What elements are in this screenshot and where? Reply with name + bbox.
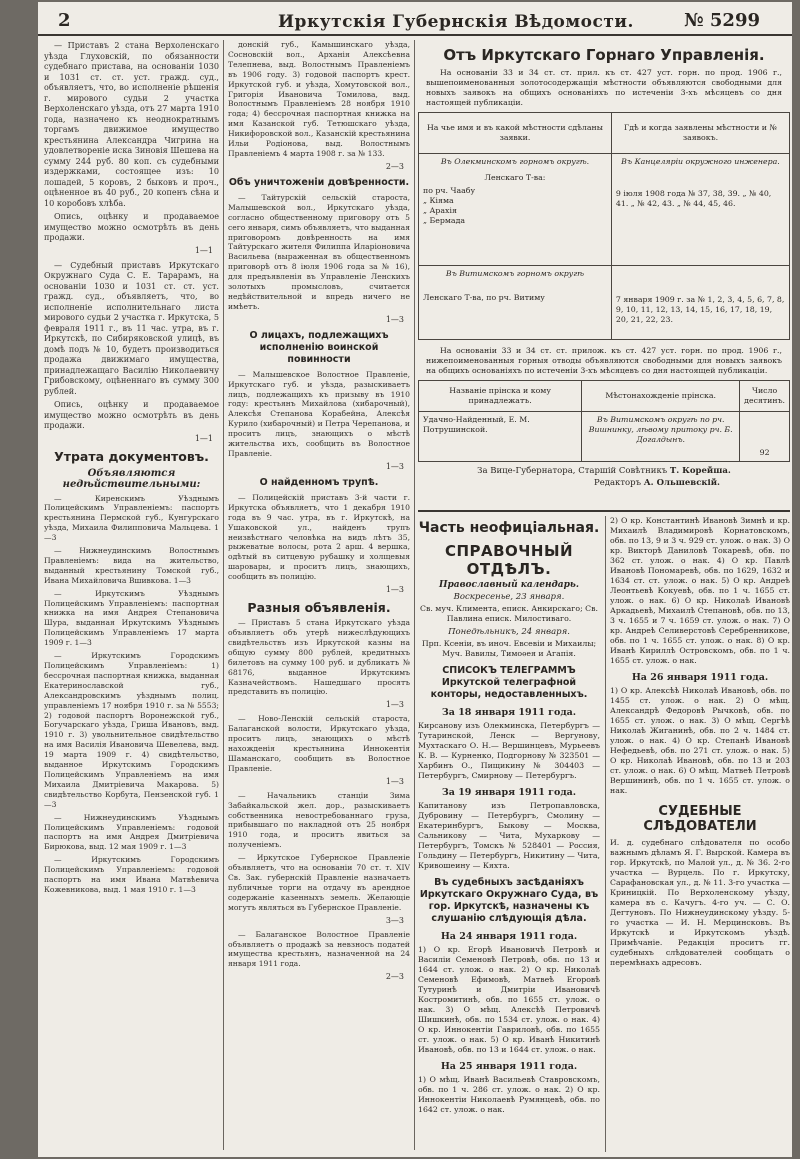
notice-sequence: 1—1 <box>194 433 213 443</box>
section-title: Отъ Иркутскаго Горнаго Управленія. <box>443 46 765 64</box>
table-header: Мѣстонахожденіе прінска. <box>582 381 740 412</box>
calendar-day: Воскресенье, 23 января. <box>453 592 565 602</box>
lost-document-entry: — Нижнеудинскимъ Уѣзднымъ Полицейскимъ Управленіемъ: годовой паспортъ на имя Андрея Дмитріевича Бирюкова, выд. 12 мая 1909 г. 1—3 <box>44 812 219 852</box>
table-header: Гдѣ и когда заявлены мѣстности и № заявокъ. <box>611 113 789 154</box>
section-heading: Объ уничтоженіи довѣренности. <box>228 176 410 188</box>
notice-paragraph: — Малышевское Волостное Правленіе, Иркутскаго губ. и уѣзда, разыскиваетъ лицъ, подлежащихъ къ призыву въ 1910 году: крестьянъ Михайлова (хибарочный), Алексѣя Степанова Корабейна, Алексѣя Курило (хибарочный) и Петра Черепанова, и проситъ лицъ, знающихъ о мѣстѣ жительства ихъ, сообщить въ Волостное Правленіе. <box>228 369 410 458</box>
notice-sequence: 1—3 <box>385 700 404 710</box>
court-case-list: 1) О мѣщ. Иванѣ Васильевѣ Ставровскомъ, обв. по 1 ч. 286 ст. улож. о нак. 2) О кр. Иннокентіи Николаевѣ Румянцевѣ, обв. по 1642 ст. улож. о нак. <box>418 1075 600 1114</box>
column-3 <box>418 516 600 1156</box>
section-heading: О найденномъ трупѣ. <box>259 476 379 488</box>
court-case-list: 2) О кр. Константинѣ Ивановѣ Зимнѣ и кр. Михаилѣ Владимировѣ Корнатовскомъ, обв. по 13, 9 и 3 ч. 929 ст. улож. о нак. 3) О кр. Викторѣ Даниловѣ Токаревѣ, обв. по 362 ст. улож. о нак. 4) О кр. Павлѣ Ивановѣ Пономаревѣ, обв. по 1629, 1632 и 1634 ст. ст. улож. о нак. 5) О кр. Андреѣ Леонтьевѣ Кокуевѣ, обв. по 1 ч. 1655 ст. улож. о нак. 6) О кр. Николаѣ Ивановѣ Аркадьевѣ, Михаилѣ Степановѣ, обв. по 13, 3 ч. 1655 и 7 ч. 1659 ст. улож. о нак. 7) О кр. Андреѣ Селиверстовѣ Серебренникове, обв. по 1 ч. 1655 ст. улож. о нак. 8) О кр. Иванѣ Кириллѣ Островскомъ, обв. по 1 ч. 1655 ст. улож. о нак. <box>610 516 790 665</box>
telegram-list: Капитанову изъ Петропавловска, Дубровину — Петербургъ, Смолину — Екатеринбургъ, Быкову — Москва, Сальникову — Чита, Мухаркову — Петербургъ, Томскъ № 528401 — Россия, Гольдину — Петербургъ, Никитину — Чита, Кривошеину — Кяхта. <box>418 801 600 870</box>
notice-sequence: 1—3 <box>385 585 404 595</box>
table-cell: Въ Витимскомъ округѣ по рч. Вишнинку, лѣвому притоку рч. Б. Догалдынъ. <box>582 412 740 462</box>
column-2 <box>228 40 410 1155</box>
column-rule <box>605 516 606 1152</box>
date-heading: На 24 января 1911 года. <box>440 931 578 942</box>
section-heading: Разныя объявленія. <box>247 600 391 616</box>
claims-table <box>418 112 790 340</box>
claim-numbers: 7 января 1909 г. за № 1, 2, 3, 4, 5, 6, 7, 8, 9, 10, 11, 12, 13, 14, 15, 16, 17, 18, 19, 20, 21, 22, 23. <box>615 295 785 324</box>
claim-item: „ Бермада <box>423 216 466 225</box>
lost-document-entry: — Нижнеудинскимъ Волостнымъ Правленіемъ: вида на жительство, выданный крестьянину Томской губ., Ивана Михайловича Вшивкова. 1—3 <box>44 546 219 585</box>
section-intro: На основаніи 33 и 34 ст. ст. прил. къ ст. 427 уст. горн. по прод. 1906 г., вышепоименованныя золотосодержащія мѣстности объявляются свободными для новыхъ заявокъ на общихъ основаніяхъ по истеченіи 3-хъ мѣсяцевъ со дня настоящей публикаціи. <box>426 68 782 107</box>
district-name: Въ Олекминскомъ горномъ округѣ. <box>440 157 590 166</box>
notice-paragraph: — Полицейскій приставъ 3-й части г. Иркутска объявляетъ, что 1 декабря 1910 года въ 9 час. утра, въ г. Иркутскѣ, на Ушаковской ул., найденъ трупъ неизвѣстнаго человѣка на видъ лѣтъ 35, рыжеватые волосы, рота 2 арш. 4 вершка, одѣтый въ ситцевую рубашку и холщевыя шаровары, и проситъ лицъ, знающихъ, сообщить въ полицію. <box>228 492 410 582</box>
claim-item: „ Арахія <box>423 206 457 215</box>
notice-sequence: 1—3 <box>385 461 404 471</box>
date-heading: На 25 января 1911 года. <box>440 1061 578 1072</box>
calendar-saints: Св. муч. Климента, еписк. Анкирскаго; Св. Павлина еписк. Милостивaго. <box>419 604 599 623</box>
lost-document-entry: — Иркутскимъ Городскимъ Полицейскимъ Управленіемъ: годовой паспортъ на имя Ивана Матвѣевича Кожевникова, выд. 1 мая 1910 г. 1—3 <box>44 855 219 894</box>
signature-name: Т. Корейша. <box>669 466 731 476</box>
signature-role: За Вице-Губернатора, Старшій Совѣтникъ <box>477 466 668 476</box>
claimant: Ленскаго Т-ва, по рч. Витиму <box>423 293 545 302</box>
lost-document-entry: — Иркутскимъ Уѣзднымъ Полицейскимъ Управленіемъ: паспортная книжка на имя Андрея Степановича Шура, выданная Иркутскимъ Уѣзднымъ Полицейскимъ Управленіемъ 17 марта 1909 г. 1—3 <box>44 588 219 648</box>
editor-name: А. Ольшевскій. <box>643 478 720 488</box>
column-rule <box>223 40 224 1150</box>
section-divider <box>418 510 790 512</box>
notice-paragraph: — Судебный приставъ Иркутскаго Окружнаго Суда С. Е. Тарарамъ, на основаніи 1030 и 1031 ст. ст. уст. гражд. суд., объявляетъ, что, во исполненіе исполнительнаго листа мирового судьи 2 участка г. Иркутска, 5 февраля 1911 г., въ 11 час. утра, въ г. Иркутскѣ, по Сибиряковской улицѣ, въ домѣ подъ № 10, будетъ производиться продажа движимаго имущества, принадлежащаго Василію Николаевичу Грибовскому, оцѣненнаго въ сумму 300 рублей. <box>44 259 219 396</box>
section-heading: О лицахъ, подлежащихъ исполненію воинской повинности <box>249 329 389 365</box>
claim-item: „ Кіяма <box>423 196 454 205</box>
reference-section-title: СПРАВОЧНЫЙ ОТДѢЛЪ. <box>444 542 574 578</box>
page-number: 2 <box>58 10 71 31</box>
court-case-list: 1) О кр. Алексѣѣ Николаѣ Ивановѣ, обв. по 1455 ст. улож. о нак. 2) О мѣщ. Александрѣ Федоровѣ Рычковѣ, обв. по 1655 ст. улож. о нак. 3) О мѣщ. Сергѣѣ Николаѣ Жиганинѣ, обв. по 2 ч. 1484 ст. улож. о нак. 4) О кр. Степанѣ Ивановѣ Нефедьевѣ, обв. по 271 ст. улож. о нак. 5) О кр. Николаѣ Ивановѣ, обв. по 13 и 203 ст. улож. о нак. 6) О мѣщ. Матвеѣ Петровѣ Вершининѣ, обв. по 1 ч. 1655 ст. улож. о нак. <box>610 686 790 795</box>
table-header: Названіе прінска и кому принадлежатъ. <box>419 381 582 412</box>
section-intro: На основаніи 33 и 34 ст. ст. прилож. къ ст. 427 уст. горн. по прод. 1906 г., нижепоименованныя горныя отводы объявляются свободными для новыхъ заявокъ на общихъ основаніяхъ по истеченіи 3-хъ мѣсяцевъ со дня настоящей публикаціи. <box>426 346 782 375</box>
notice-paragraph: донскій губ., Камышинскаго уѣзда, Сосновскій вол., Арханія Алексѣевна Телепнева, выд. Волостнымъ Правленіемъ въ 1906 году. 3) годовой паспортъ крест. Иркутской губ. и уѣзда, Хомутовской вол., Григорія Ивановича Томилова, выд. Волостнымъ Правленіемъ 28 ноября 1910 года; 4) бессрочная паспортная книжка на имя Казанской губ. Тетюшскаго уѣзда, Никифоровской вол., Казанскій крестьянина Ильи Родіонова, выд. Волостнымъ Правленіемъ 4 марта 1908 г. за № 133. <box>228 40 410 158</box>
table-cell: Удачно-Найденный, Е. М. Потрушинской. <box>419 412 582 462</box>
notice-paragraph: — Тайтурскій сельскій староста, Малышевской вол., Иркутскаго уѣзда, согласно общественному приговору отъ 5 сего января, симъ объявляетъ, что выданная приговоромъ довѣренность на имя Тайтурскаго жителя Филиппа Иларіоновича Васильева (выраженная въ общественномъ приговорѣ отъ 8 іюля 1906 года за № 16), для предъявленія въ Управленіе Ленскихъ золотыхъ промысловъ, считается недѣйствительной и впредь ничего не имѣетъ. <box>228 192 410 311</box>
table-cell <box>419 154 612 266</box>
table-header: Число десятинъ. <box>740 381 790 412</box>
table-cell <box>419 266 612 340</box>
date-heading: За 18 января 1911 года. <box>441 707 577 718</box>
lost-document-entry: — Киренскимъ Уѣзднымъ Полицейскимъ Управленіемъ: паспортъ крестьянина Пермской губ., Кунгурскаго уѣзда, Михаила Филипповича Мальцева. 1—3 <box>44 493 219 543</box>
mining-administration-section <box>418 40 790 510</box>
issue-number: № 5299 <box>684 10 760 31</box>
page-header <box>38 8 792 36</box>
claim-item: по рч. Чаабу <box>423 186 476 195</box>
notice-paragraph: — Приставъ 5 стана Иркутскаго уѣзда объявляетъ объ утерѣ нижеслѣдующихъ свидѣтельствъ изъ Иркутской казны на общую сумму 800 рублей, кредитныхъ билетовъ на сумму 100 руб. и дубликатъ № 68176, выданное Иркутскимъ Казначействомъ. Нашедшаго просятъ представить въ полицію. <box>228 618 410 697</box>
table-cell: 92 <box>740 412 790 462</box>
date-heading: За 19 января 1911 года. <box>441 787 577 798</box>
part-title: Часть неофиціальная. <box>418 520 600 536</box>
investigators-list: И. д. судебнаго слѣдователя по особо важнымъ дѣламъ Я. Г. Вырской. Камера въ гор. Иркутскѣ, по Малой ул., д. № 36. 2-го участка — Вурцель. По г. Иркутску, Сарафановская ул., д. № 11. 3-го участка — Криницкій. По Верхоленскому уѣзду, камера въ с. Качугъ. 4-го уч. — С. О. Дегтуновъ. По Нижнеудинскому уѣзду. 5-го участка — И. Н. Мерцинсковъ. Въ Иркутскѣ и Иркутскомъ уѣздѣ. Примѣчаніе. Редакція проситъ гг. судебныхъ слѣдователей сообщать о перемѣнахъ адресовъ. <box>610 838 790 967</box>
section-subheading: Объявляются недѣйствительными: <box>62 467 201 490</box>
editor-line <box>418 478 720 488</box>
claimant: Ленскаго Т-ва: <box>484 173 546 182</box>
court-sessions-title: Въ судебныхъ засѣданіяхъ Иркутскаго Окружнаго Суда, въ гор. Иркутскѣ, назначены къ слушанію слѣдующія дѣла. <box>419 877 599 924</box>
notice-sequence: 1—3 <box>385 314 404 324</box>
table-cell <box>611 154 789 266</box>
mines-table <box>418 380 790 462</box>
investigators-title: СУДЕБНЫЕ СЛѢДОВАТЕЛИ <box>643 804 757 834</box>
office-name: Въ Канцеляріи окружного инженера. <box>621 157 780 166</box>
section-heading: Утрата документовъ. <box>54 448 209 464</box>
notice-sequence: 1—3 <box>385 776 404 786</box>
notice-sequence: 2—3 <box>385 161 404 171</box>
calendar-day: Понедѣльникъ, 24 января. <box>448 627 570 637</box>
notice-paragraph: — Приставъ 2 стана Верхоленскаго уѣзда Глуховскій, по обязанности судебнаго пристава, на основаніи 1030 и 1031 ст. ст. уст. гражд. суд., объявляетъ, что, во исполненіе рѣшенія г. мирового судьи 2 участка Верхоленскаго уѣзда, отъ 27 марта 1910 года, назначено къ неоднократнымъ торгамъ движимое имущество крестьянина Александра Чигрина на удовлетвореніе иска Зиновія Шешева на сумму 244 руб. 80 коп. съ судебными издержками, состоящее изъ: 10 лошадей, 5 коровъ, 2 быковъ и проч., оцѣненное въ 40 руб., 20 копенъ сѣна и 10 коробовъ хлѣба. <box>44 40 219 208</box>
calendar-saints: Прп. Ксеніи, въ иноч. Евсевіи и Михаилы; Муч. Вавилы, Тимоѳея и Агапія. <box>421 639 597 658</box>
notice-paragraph: — Ново-Ленскій сельскій староста, Балаганской волости, Иркутскаго уѣзда, проситъ лицъ, знающихъ о мѣстѣ нахожденія крестьянина Иннокентія Шаманскаго, сообщить въ Волостное Правленіе. <box>228 714 410 773</box>
newspaper-title: Иркутскія Губернскія Вѣдомости. <box>278 12 634 32</box>
notice-sequence: 1—1 <box>194 245 213 255</box>
notice-paragraph: — Иркутское Губернское Правленіе объявляетъ, что на основаніи 70 ст. т. XIV Св. Зак. губернскій Правленіе назначаетъ публичные торги на отдачу въ арендное содержаніе казенныхъ земель. Желающіе могутъ являться въ Губернское Правленіе. <box>228 853 410 912</box>
notice-sequence: 3—3 <box>385 915 404 925</box>
date-heading: На 26 января 1911 года. <box>631 672 769 683</box>
notice-paragraph: Опись, оцѣнку и продаваемое имущество можно осмотрѣть въ день продажи. <box>44 211 219 242</box>
district-name: Въ Витимскомъ горномъ округѣ <box>445 269 585 278</box>
notice-sequence: 2—3 <box>385 972 404 982</box>
editor-role: Редакторъ <box>593 478 642 488</box>
column-rule <box>414 40 415 1150</box>
court-case-list: 1) О кр. Егорѣ Ивановичѣ Петровѣ и Василіи Семеновѣ Петровѣ, обв. по 13 и 1644 ст. улож. о нак. 2) О кр. Николаѣ Семеновѣ Ефимовѣ, Матвеѣ Егоровѣ Тутуринѣ и Дмитріи Ивановичѣ Костромитинѣ, обв. по 1655 ст. улож. о нак. 3) О мѣщ. Алексѣѣ Петровичѣ Шишкинѣ, обв. по 1534 ст. улож. о нак. 4) О кр. Иннокентіи Гавриловѣ, обв. по 1655 ст. улож. о нак. 5) О кр. Иванѣ Никитинѣ Ивановѣ, обв. по 13 и 1644 ст. улож. о нак. <box>418 945 600 1054</box>
claim-numbers: 9 іюля 1908 года № 37, 38, 39. „ № 40, 41. „ № 42, 43. „ № 44, 45, 46. <box>615 189 772 208</box>
column-4 <box>610 516 790 1156</box>
table-header: На чье имя и въ какой мѣстности сдѣланы заявки. <box>419 113 612 154</box>
lost-document-entry: — Иркутскимъ Городскимъ Полицейскимъ Управленіемъ: 1) бессрочная паспортная книжка, выданная Екатеринославской губ., Александровскимъ уѣзднымъ полиц. управленіемъ 17 ноября 1910 г. за № 5553; 2) годовой паспортъ Воронежской губ., Богучарскаго уѣзда, Гриша Ивановъ, выд. 1910 г. 3) увольнительное свидѣтельство на имя Василія Ивановича Шевелева, выд. 19 марта 1909 г. 4) свидѣтельство, выданное Иркутскимъ Городскимъ Полицейскимъ Управленіемъ на имя Михаила Дмитріевича Макарова. 5) свидѣтельство Корбута, Пензенской губ. 1—3 <box>44 651 219 809</box>
notice-paragraph: Опись, оцѣнку и продаваемое имущество можно осмотрѣть въ день продажи. <box>44 399 219 430</box>
telegram-list-title: СПИСОКЪ ТЕЛЕГРАММЪ Иркутской телеграфной конторы, недоставленныхъ. <box>430 665 588 700</box>
table-cell <box>611 266 789 340</box>
calendar-title: Православный календарь. <box>439 580 579 590</box>
newspaper-page <box>38 2 792 1157</box>
notice-paragraph: — Начальникъ станціи Зима Забайкальской жел. дор., разыскиваетъ собственника невостребованнаго груза, прибывшаго по накладной отъ 25 ноября 1910 года, и проситъ явиться за полученіемъ. <box>228 790 410 850</box>
notice-paragraph: — Балаганское Волостное Правленіе объявляетъ о продажѣ за невзносъ податей имущества крестьянъ, назначенной на 24 января 1911 года. <box>228 929 410 969</box>
column-1 <box>44 40 219 1155</box>
signature-block <box>418 466 790 476</box>
telegram-list: Кирсанову изъ Олекминска, Петербургъ — Тутаринской, Ленск — Вергунову, Мухтаскаго О. Н.— Вершинцевъ, Мурьеевъ К. В. — Курненко, Подгорнову № 323501 — Харбинъ О., Пищикину № 304403 — Петербургъ, Смирнову — Петербургъ. <box>418 721 600 780</box>
